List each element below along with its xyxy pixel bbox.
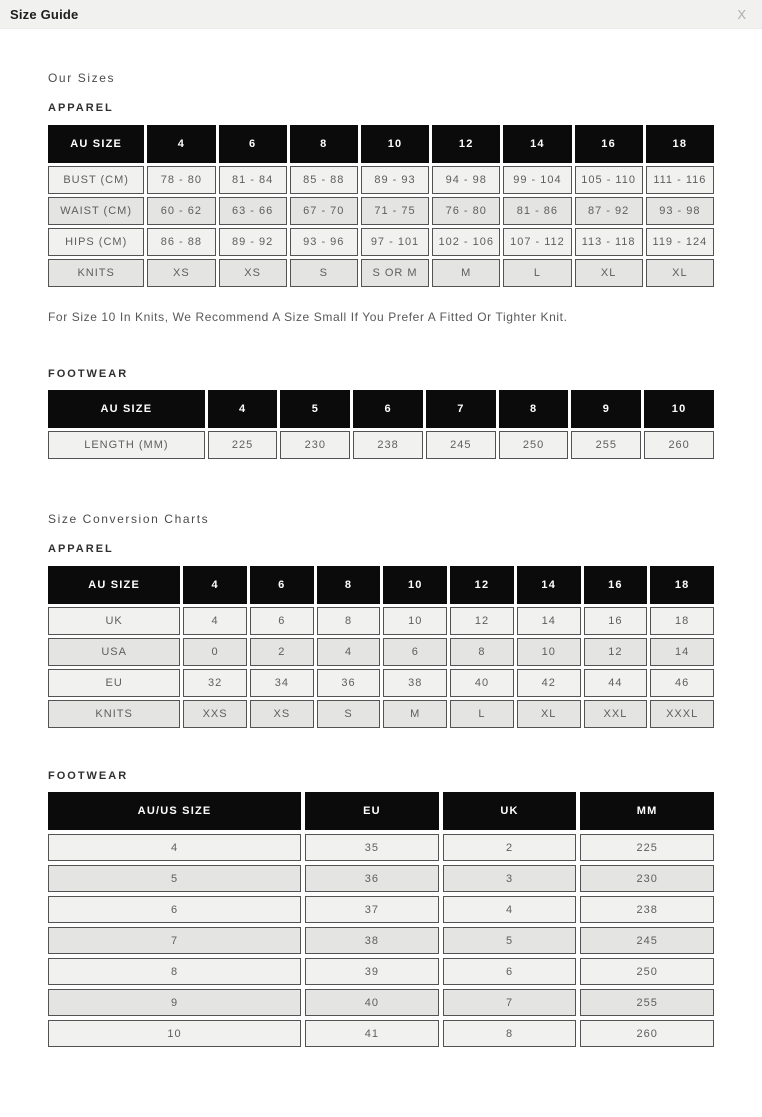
table-cell: 8 bbox=[443, 1020, 577, 1047]
table-cell: 44 bbox=[584, 669, 648, 697]
column-header: 6 bbox=[250, 566, 314, 604]
table-cell: 0 bbox=[183, 638, 247, 666]
column-header: AU/US SIZE bbox=[48, 792, 301, 830]
table-cell: 46 bbox=[650, 669, 714, 697]
table-cell: UK bbox=[48, 607, 180, 635]
table-row bbox=[48, 197, 714, 225]
table-cell: 4 bbox=[317, 638, 381, 666]
table-cell: 225 bbox=[208, 431, 278, 459]
column-header: 10 bbox=[383, 566, 447, 604]
table-row bbox=[48, 896, 714, 923]
table-cell: XS bbox=[219, 259, 287, 287]
apparel-label: APPAREL bbox=[48, 102, 114, 114]
column-header: 14 bbox=[503, 125, 571, 163]
column-header: 7 bbox=[426, 390, 496, 428]
table-cell: 36 bbox=[305, 865, 439, 892]
column-header: EU bbox=[305, 792, 439, 830]
column-header: 4 bbox=[183, 566, 247, 604]
column-header: 4 bbox=[147, 125, 215, 163]
column-header: 16 bbox=[584, 566, 648, 604]
column-header: 8 bbox=[499, 390, 569, 428]
close-icon[interactable]: X bbox=[733, 6, 750, 23]
knits-note: For Size 10 In Knits, We Recommend A Size Small If You Prefer A Fitted Or Tighter Knit. bbox=[48, 310, 568, 324]
table-cell: 5 bbox=[48, 865, 301, 892]
column-header: 6 bbox=[219, 125, 287, 163]
table-cell: BUST (CM) bbox=[48, 166, 144, 194]
table-cell: 245 bbox=[580, 927, 714, 954]
table-row bbox=[48, 989, 714, 1016]
header-row bbox=[48, 792, 714, 830]
table-cell: 7 bbox=[48, 927, 301, 954]
table-cell: 260 bbox=[644, 431, 714, 459]
table-cell: 63 - 66 bbox=[219, 197, 287, 225]
table-cell: 76 - 80 bbox=[432, 197, 500, 225]
table-row bbox=[48, 166, 714, 194]
table-cell: 238 bbox=[580, 896, 714, 923]
table-cell: XXL bbox=[584, 700, 648, 728]
table-cell: 36 bbox=[317, 669, 381, 697]
table-cell: L bbox=[450, 700, 514, 728]
table-cell: 6 bbox=[250, 607, 314, 635]
column-header: 8 bbox=[317, 566, 381, 604]
footwear-sizes-table bbox=[45, 387, 717, 462]
column-header: 14 bbox=[517, 566, 581, 604]
table-cell: 250 bbox=[580, 958, 714, 985]
table-row bbox=[48, 700, 714, 728]
table-cell: 14 bbox=[517, 607, 581, 635]
table-cell: 111 - 116 bbox=[646, 166, 714, 194]
table-cell: S OR M bbox=[361, 259, 429, 287]
column-header: AU SIZE bbox=[48, 390, 205, 428]
table-cell: 6 bbox=[48, 896, 301, 923]
table-row bbox=[48, 927, 714, 954]
table-row bbox=[48, 228, 714, 256]
apparel-conversion-table bbox=[45, 563, 717, 731]
table-cell: 8 bbox=[317, 607, 381, 635]
table-cell: XL bbox=[517, 700, 581, 728]
table-cell: 81 - 86 bbox=[503, 197, 571, 225]
table-cell: KNITS bbox=[48, 700, 180, 728]
table-cell: 89 - 93 bbox=[361, 166, 429, 194]
table-cell: 39 bbox=[305, 958, 439, 985]
table-cell: WAIST (CM) bbox=[48, 197, 144, 225]
table-cell: 60 - 62 bbox=[147, 197, 215, 225]
dialog-titlebar bbox=[0, 0, 762, 29]
footwear-conversion-table bbox=[44, 788, 718, 1051]
table-row bbox=[48, 638, 714, 666]
column-header: 4 bbox=[208, 390, 278, 428]
table-cell: 260 bbox=[580, 1020, 714, 1047]
table-cell: 8 bbox=[48, 958, 301, 985]
column-header: 18 bbox=[646, 125, 714, 163]
table-cell: 250 bbox=[499, 431, 569, 459]
header-row bbox=[48, 390, 714, 428]
footwear-label: FOOTWEAR bbox=[48, 368, 129, 380]
table-cell: 255 bbox=[571, 431, 641, 459]
table-cell: 245 bbox=[426, 431, 496, 459]
column-header: 5 bbox=[280, 390, 350, 428]
table-cell: 99 - 104 bbox=[503, 166, 571, 194]
conversion-footwear-label: FOOTWEAR bbox=[48, 770, 129, 782]
table-cell: 86 - 88 bbox=[147, 228, 215, 256]
table-cell: 4 bbox=[443, 896, 577, 923]
table-row bbox=[48, 431, 714, 459]
table-row bbox=[48, 1020, 714, 1047]
header-row bbox=[48, 566, 714, 604]
conversion-apparel-label: APPAREL bbox=[48, 543, 114, 555]
table-cell: 16 bbox=[584, 607, 648, 635]
table-row bbox=[48, 259, 714, 287]
table-cell: 87 - 92 bbox=[575, 197, 643, 225]
table-cell: LENGTH (MM) bbox=[48, 431, 205, 459]
table-cell: 107 - 112 bbox=[503, 228, 571, 256]
table-cell: 38 bbox=[383, 669, 447, 697]
table-cell: XXXL bbox=[650, 700, 714, 728]
table-cell: 81 - 84 bbox=[219, 166, 287, 194]
table-cell: USA bbox=[48, 638, 180, 666]
table-cell: 41 bbox=[305, 1020, 439, 1047]
table-cell: XL bbox=[646, 259, 714, 287]
table-cell: KNITS bbox=[48, 259, 144, 287]
table-row bbox=[48, 669, 714, 697]
size-conversion-heading: Size Conversion Charts bbox=[48, 512, 210, 526]
table-cell: HIPS (CM) bbox=[48, 228, 144, 256]
table-cell: 3 bbox=[443, 865, 577, 892]
table-cell: 93 - 96 bbox=[290, 228, 358, 256]
table-row bbox=[48, 607, 714, 635]
table-cell: 102 - 106 bbox=[432, 228, 500, 256]
table-cell: 89 - 92 bbox=[219, 228, 287, 256]
table-cell: 2 bbox=[250, 638, 314, 666]
table-cell: 18 bbox=[650, 607, 714, 635]
column-header: 10 bbox=[644, 390, 714, 428]
table-cell: 10 bbox=[383, 607, 447, 635]
our-sizes-heading: Our Sizes bbox=[48, 71, 116, 85]
table-cell: 113 - 118 bbox=[575, 228, 643, 256]
table-cell: EU bbox=[48, 669, 180, 697]
table-cell: 6 bbox=[383, 638, 447, 666]
column-header: 12 bbox=[432, 125, 500, 163]
table-cell: 71 - 75 bbox=[361, 197, 429, 225]
table-cell: XS bbox=[250, 700, 314, 728]
table-cell: L bbox=[503, 259, 571, 287]
table-cell: 34 bbox=[250, 669, 314, 697]
table-cell: 10 bbox=[48, 1020, 301, 1047]
table-row bbox=[48, 834, 714, 861]
table-cell: 6 bbox=[443, 958, 577, 985]
table-cell: 67 - 70 bbox=[290, 197, 358, 225]
table-cell: 255 bbox=[580, 989, 714, 1016]
table-cell: XL bbox=[575, 259, 643, 287]
apparel-sizes-table bbox=[45, 122, 717, 290]
table-cell: 2 bbox=[443, 834, 577, 861]
table-cell: 14 bbox=[650, 638, 714, 666]
table-cell: 119 - 124 bbox=[646, 228, 714, 256]
table-cell: 93 - 98 bbox=[646, 197, 714, 225]
table-cell: 238 bbox=[353, 431, 423, 459]
table-cell: 78 - 80 bbox=[147, 166, 215, 194]
table-cell: 37 bbox=[305, 896, 439, 923]
table-cell: 8 bbox=[450, 638, 514, 666]
column-header: AU SIZE bbox=[48, 566, 180, 604]
column-header: 6 bbox=[353, 390, 423, 428]
table-cell: 7 bbox=[443, 989, 577, 1016]
table-cell: M bbox=[432, 259, 500, 287]
table-cell: S bbox=[317, 700, 381, 728]
table-row bbox=[48, 865, 714, 892]
column-header: 10 bbox=[361, 125, 429, 163]
table-cell: 5 bbox=[443, 927, 577, 954]
table-cell: 225 bbox=[580, 834, 714, 861]
column-header: 18 bbox=[650, 566, 714, 604]
column-header: MM bbox=[580, 792, 714, 830]
table-cell: 9 bbox=[48, 989, 301, 1016]
table-cell: XXS bbox=[183, 700, 247, 728]
column-header: 12 bbox=[450, 566, 514, 604]
table-cell: 4 bbox=[183, 607, 247, 635]
table-cell: 42 bbox=[517, 669, 581, 697]
table-cell: 105 - 110 bbox=[575, 166, 643, 194]
table-cell: 4 bbox=[48, 834, 301, 861]
table-row bbox=[48, 958, 714, 985]
size-guide-content bbox=[0, 29, 762, 1117]
table-cell: 40 bbox=[305, 989, 439, 1016]
table-cell: M bbox=[383, 700, 447, 728]
table-cell: 35 bbox=[305, 834, 439, 861]
column-header: 9 bbox=[571, 390, 641, 428]
table-cell: 12 bbox=[450, 607, 514, 635]
table-cell: S bbox=[290, 259, 358, 287]
table-cell: 85 - 88 bbox=[290, 166, 358, 194]
table-cell: 97 - 101 bbox=[361, 228, 429, 256]
table-cell: 12 bbox=[584, 638, 648, 666]
table-cell: XS bbox=[147, 259, 215, 287]
table-cell: 32 bbox=[183, 669, 247, 697]
table-cell: 38 bbox=[305, 927, 439, 954]
table-cell: 10 bbox=[517, 638, 581, 666]
table-cell: 230 bbox=[280, 431, 350, 459]
column-header: UK bbox=[443, 792, 577, 830]
column-header: 16 bbox=[575, 125, 643, 163]
table-cell: 94 - 98 bbox=[432, 166, 500, 194]
header-row bbox=[48, 125, 714, 163]
column-header: 8 bbox=[290, 125, 358, 163]
table-cell: 40 bbox=[450, 669, 514, 697]
dialog-title: Size Guide bbox=[10, 6, 79, 22]
column-header: AU SIZE bbox=[48, 125, 144, 163]
table-cell: 230 bbox=[580, 865, 714, 892]
